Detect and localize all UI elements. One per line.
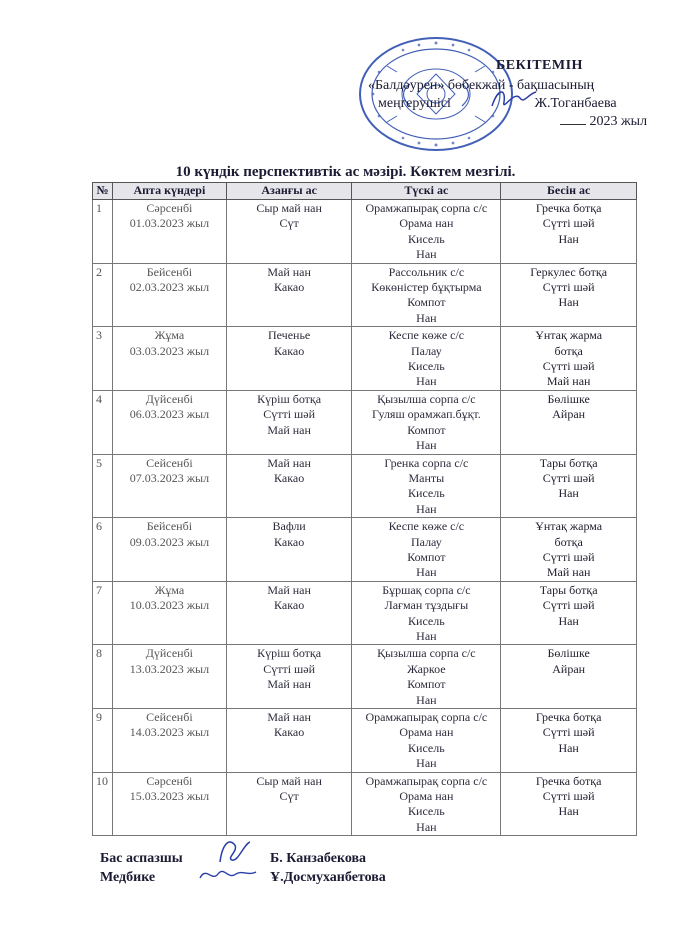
weekday-cell-line: Сейсенбі xyxy=(146,710,193,724)
weekday-cell xyxy=(112,709,226,773)
dinner-cell-line: Нан xyxy=(558,740,579,755)
weekday-cell-line: 02.03.2023 жыл xyxy=(129,280,210,295)
lunch-cell xyxy=(352,709,501,773)
breakfast-cell xyxy=(226,200,352,264)
lunch-cell-line: Нан xyxy=(416,628,437,643)
dinner-cell xyxy=(501,518,637,582)
weekday-cell-line: Жұма xyxy=(154,582,185,597)
dinner-cell-line: Бөлішке xyxy=(547,646,590,661)
lunch-cell-line: Бұршақ сорпа с/с xyxy=(382,582,471,597)
lunch-cell-line: Нан xyxy=(416,247,437,262)
lunch-cell-line: Қызылша сорпа с/с xyxy=(377,646,476,661)
lunch-cell-line: Орама нан xyxy=(399,725,454,740)
table-row xyxy=(93,390,637,454)
weekday-cell-line: 10.03.2023 жыл xyxy=(129,598,210,613)
lunch-cell xyxy=(352,263,501,327)
dinner-cell-line: Май нан xyxy=(546,565,591,580)
header-breakfast: Азанғы ас xyxy=(226,183,352,200)
weekday-cell xyxy=(112,390,226,454)
table-row xyxy=(93,581,637,645)
row-number: 2 xyxy=(93,263,113,327)
chef-name: Б. Канзабекова xyxy=(270,851,367,866)
breakfast-cell-line: Май нан xyxy=(267,677,311,692)
breakfast-cell-line: Май нан xyxy=(267,264,311,279)
lunch-cell xyxy=(352,518,501,582)
weekday-cell xyxy=(112,327,226,391)
weekday-cell xyxy=(112,454,226,518)
lunch-cell-line: Орамжапырақ сорпа с/с xyxy=(365,773,488,788)
breakfast-cell-line: Какао xyxy=(274,534,305,549)
head-signature xyxy=(488,84,540,114)
lunch-cell-line: Кисель xyxy=(408,613,445,628)
dinner-cell xyxy=(501,327,637,391)
weekday-cell xyxy=(112,263,226,327)
dinner-cell xyxy=(501,709,637,773)
breakfast-cell xyxy=(226,581,352,645)
approval-organization: «Балдәурен» бөбекжай - бақшасының xyxy=(368,78,595,93)
weekday-cell-line: Дүйсенбі xyxy=(145,646,194,661)
lunch-cell-line: Кеспе көже с/с xyxy=(388,519,465,534)
dinner-cell xyxy=(501,645,637,709)
breakfast-cell-line: Май нан xyxy=(267,422,311,437)
approval-year-line xyxy=(560,112,647,131)
lunch-cell-line: Нан xyxy=(416,501,437,516)
weekday-cell-line: 15.03.2023 жыл xyxy=(129,789,210,804)
weekday-cell xyxy=(112,772,226,836)
dinner-cell-line: Геркулес ботқа xyxy=(530,264,608,279)
dinner-cell-line: Сүтті шәй xyxy=(542,216,595,231)
row-number: 5 xyxy=(93,454,113,518)
lunch-cell-line: Кисель xyxy=(408,359,445,374)
breakfast-cell-line: Сүтті шәй xyxy=(263,661,316,676)
dinner-cell-line: Гречка ботқа xyxy=(535,201,602,215)
breakfast-cell xyxy=(226,327,352,391)
breakfast-cell-line: Вафли xyxy=(272,519,306,534)
lunch-cell xyxy=(352,327,501,391)
dinner-cell-line: Тары ботқа xyxy=(539,582,598,597)
dinner-cell-line: Сүтті шәй xyxy=(542,470,595,485)
breakfast-cell xyxy=(226,390,352,454)
row-number: 8 xyxy=(93,645,113,709)
dinner-cell-line: Тары ботқа xyxy=(539,455,598,470)
lunch-cell-line: Нан xyxy=(416,374,437,389)
approval-blank-line xyxy=(560,124,586,125)
menu-table-body xyxy=(93,200,637,836)
dinner-cell-line: Сүтті шәй xyxy=(542,280,595,295)
weekday-cell-line: Бейсенбі xyxy=(146,264,193,279)
lunch-cell-line: Нан xyxy=(416,819,437,834)
weekday-cell xyxy=(112,200,226,264)
nurse-signature xyxy=(196,862,260,886)
dinner-cell xyxy=(501,263,637,327)
weekday-cell-line: Сәрсенбі xyxy=(146,201,193,215)
header-dinner: Бесін ас xyxy=(501,183,637,200)
row-number: 3 xyxy=(93,327,113,391)
breakfast-cell-line: Күріш ботқа xyxy=(257,391,322,406)
approval-head-role: меңгерушісі xyxy=(378,96,451,111)
breakfast-cell-line: Май нан xyxy=(267,710,311,724)
breakfast-cell-line: Какао xyxy=(274,470,305,485)
breakfast-cell xyxy=(226,263,352,327)
table-header-row xyxy=(93,183,637,200)
dinner-cell-line: Нан xyxy=(558,486,579,501)
dinner-cell-line: Май нан xyxy=(546,374,591,389)
lunch-cell-line: Нан xyxy=(416,692,437,707)
lunch-cell-line: Қызылша сорпа с/с xyxy=(377,391,476,406)
breakfast-cell-line: Күріш ботқа xyxy=(257,646,322,661)
row-number: 4 xyxy=(93,390,113,454)
dinner-cell-line: ботқа xyxy=(554,534,583,549)
lunch-cell-line: Нан xyxy=(416,438,437,453)
lunch-cell-line: Компот xyxy=(407,295,446,310)
approval-title: БЕКІТЕМІН xyxy=(496,58,583,73)
table-row xyxy=(93,454,637,518)
lunch-cell-line: Гренка сорпа с/с xyxy=(384,455,469,470)
lunch-cell-line: Манты xyxy=(408,470,445,485)
breakfast-cell-line: Май нан xyxy=(267,582,311,597)
weekday-cell-line: 09.03.2023 жыл xyxy=(129,534,210,549)
weekday-cell xyxy=(112,645,226,709)
breakfast-cell xyxy=(226,772,352,836)
breakfast-cell xyxy=(226,454,352,518)
chef-role: Бас аспазшы xyxy=(100,851,183,866)
dinner-cell xyxy=(501,390,637,454)
weekday-cell-line: 14.03.2023 жыл xyxy=(129,725,210,740)
row-number: 6 xyxy=(93,518,113,582)
weekday-cell xyxy=(112,581,226,645)
row-number: 1 xyxy=(93,200,113,264)
dinner-cell-line: Гречка ботқа xyxy=(535,710,602,724)
dinner-cell-line: Гречка ботқа xyxy=(535,773,602,788)
lunch-cell-line: Гуляш орамжап.бұқт. xyxy=(371,407,481,422)
lunch-cell-line: Лағман тұздығы xyxy=(384,598,469,613)
weekday-cell-line: Дүйсенбі xyxy=(145,391,194,406)
breakfast-cell-line: Сүт xyxy=(279,216,299,231)
breakfast-cell-line: Какао xyxy=(274,280,305,295)
lunch-cell-line: Кисель xyxy=(408,231,445,246)
lunch-cell-line: Кисель xyxy=(408,486,445,501)
approval-year: 2023 жыл xyxy=(589,114,648,129)
document-title: 10 күндік перспективтік ас мәзірі. Көктем мезгілі. xyxy=(175,164,516,180)
lunch-cell-line: Компот xyxy=(407,422,446,437)
nurse-role: Медбике xyxy=(100,870,156,885)
weekday-cell-line: Бейсенбі xyxy=(146,519,193,534)
breakfast-cell-line: Сыр май нан xyxy=(256,201,322,215)
lunch-cell-line: Жаркое xyxy=(407,661,446,676)
lunch-cell-line: Компот xyxy=(407,549,446,564)
weekday-cell-line: 07.03.2023 жыл xyxy=(129,470,210,485)
lunch-cell-line: Орама нан xyxy=(399,216,454,231)
lunch-cell-line: Кисель xyxy=(408,804,445,819)
breakfast-cell-line: Какао xyxy=(274,725,305,740)
breakfast-cell-line: Какао xyxy=(274,598,305,613)
weekday-cell-line: 01.03.2023 жыл xyxy=(129,216,210,231)
breakfast-cell-line: Сүт xyxy=(279,789,299,804)
dinner-cell-line: Айран xyxy=(552,661,586,676)
menu-table xyxy=(92,182,637,836)
dinner-cell-line: Нан xyxy=(558,804,579,819)
dinner-cell-line: Нан xyxy=(558,231,579,246)
lunch-cell-line: Рассольник с/с xyxy=(388,264,465,279)
lunch-cell xyxy=(352,581,501,645)
weekday-cell-line: Жұма xyxy=(154,328,185,343)
lunch-cell xyxy=(352,454,501,518)
breakfast-cell-line: Сыр май нан xyxy=(256,773,322,788)
lunch-cell-line: Кеспе көже с/с xyxy=(388,328,465,343)
table-row xyxy=(93,772,637,836)
dinner-cell-line: Нан xyxy=(558,295,579,310)
dinner-cell-line: Бөлішке xyxy=(547,391,590,406)
header-number: № xyxy=(93,183,113,200)
lunch-cell-line: Нан xyxy=(416,565,437,580)
lunch-cell xyxy=(352,200,501,264)
header-weekday: Апта күндері xyxy=(112,183,226,200)
weekday-cell-line: Сәрсенбі xyxy=(146,773,193,788)
weekday-cell-line: Сейсенбі xyxy=(146,455,193,470)
weekday-cell-line: 03.03.2023 жыл xyxy=(129,343,210,358)
lunch-cell-line: Кисель xyxy=(408,740,445,755)
dinner-cell-line: Сүтті шәй xyxy=(542,725,595,740)
lunch-cell-line: Палау xyxy=(410,343,442,358)
breakfast-cell-line: Печенье xyxy=(267,328,311,343)
table-row xyxy=(93,200,637,264)
row-number: 10 xyxy=(93,772,113,836)
row-number: 7 xyxy=(93,581,113,645)
lunch-cell-line: Нан xyxy=(416,756,437,771)
dinner-cell-line: Айран xyxy=(552,407,586,422)
header-lunch: Түскі ас xyxy=(352,183,501,200)
dinner-cell-line: Ұнтақ жарма xyxy=(535,328,603,343)
dinner-cell-line: Нан xyxy=(558,613,579,628)
dinner-cell-line: Сүтті шәй xyxy=(542,549,595,564)
lunch-cell xyxy=(352,772,501,836)
dinner-cell-line: Сүтті шәй xyxy=(542,359,595,374)
breakfast-cell-line: Сүтті шәй xyxy=(263,407,316,422)
lunch-cell-line: Нан xyxy=(416,310,437,325)
table-row xyxy=(93,263,637,327)
breakfast-cell-line: Какао xyxy=(274,343,305,358)
lunch-cell-line: Көкөністер бұқтырма xyxy=(371,280,482,295)
lunch-cell-line: Палау xyxy=(410,534,442,549)
dinner-cell-line: ботқа xyxy=(554,343,583,358)
lunch-cell-line: Компот xyxy=(407,677,446,692)
table-row xyxy=(93,327,637,391)
weekday-cell-line: 13.03.2023 жыл xyxy=(129,661,210,676)
dinner-cell xyxy=(501,454,637,518)
nurse-name: Ұ.Досмуханбетова xyxy=(270,870,386,885)
lunch-cell xyxy=(352,645,501,709)
weekday-cell-line: 06.03.2023 жыл xyxy=(129,407,210,422)
breakfast-cell xyxy=(226,518,352,582)
breakfast-cell xyxy=(226,645,352,709)
table-row xyxy=(93,709,637,773)
dinner-cell-line: Сүтті шәй xyxy=(542,598,595,613)
dinner-cell-line: Сүтті шәй xyxy=(542,789,595,804)
lunch-cell-line: Орамжапырақ сорпа с/с xyxy=(365,201,488,215)
dinner-cell xyxy=(501,581,637,645)
table-row xyxy=(93,518,637,582)
lunch-cell xyxy=(352,390,501,454)
table-row xyxy=(93,645,637,709)
lunch-cell-line: Орама нан xyxy=(399,789,454,804)
lunch-cell-line: Орамжапырақ сорпа с/с xyxy=(365,710,488,724)
breakfast-cell xyxy=(226,709,352,773)
breakfast-cell-line: Май нан xyxy=(267,455,311,470)
row-number: 9 xyxy=(93,709,113,773)
dinner-cell-line: Ұнтақ жарма xyxy=(535,519,603,534)
dinner-cell xyxy=(501,200,637,264)
dinner-cell xyxy=(501,772,637,836)
weekday-cell xyxy=(112,518,226,582)
approval-head-name: Ж.Тоганбаева xyxy=(534,96,617,111)
